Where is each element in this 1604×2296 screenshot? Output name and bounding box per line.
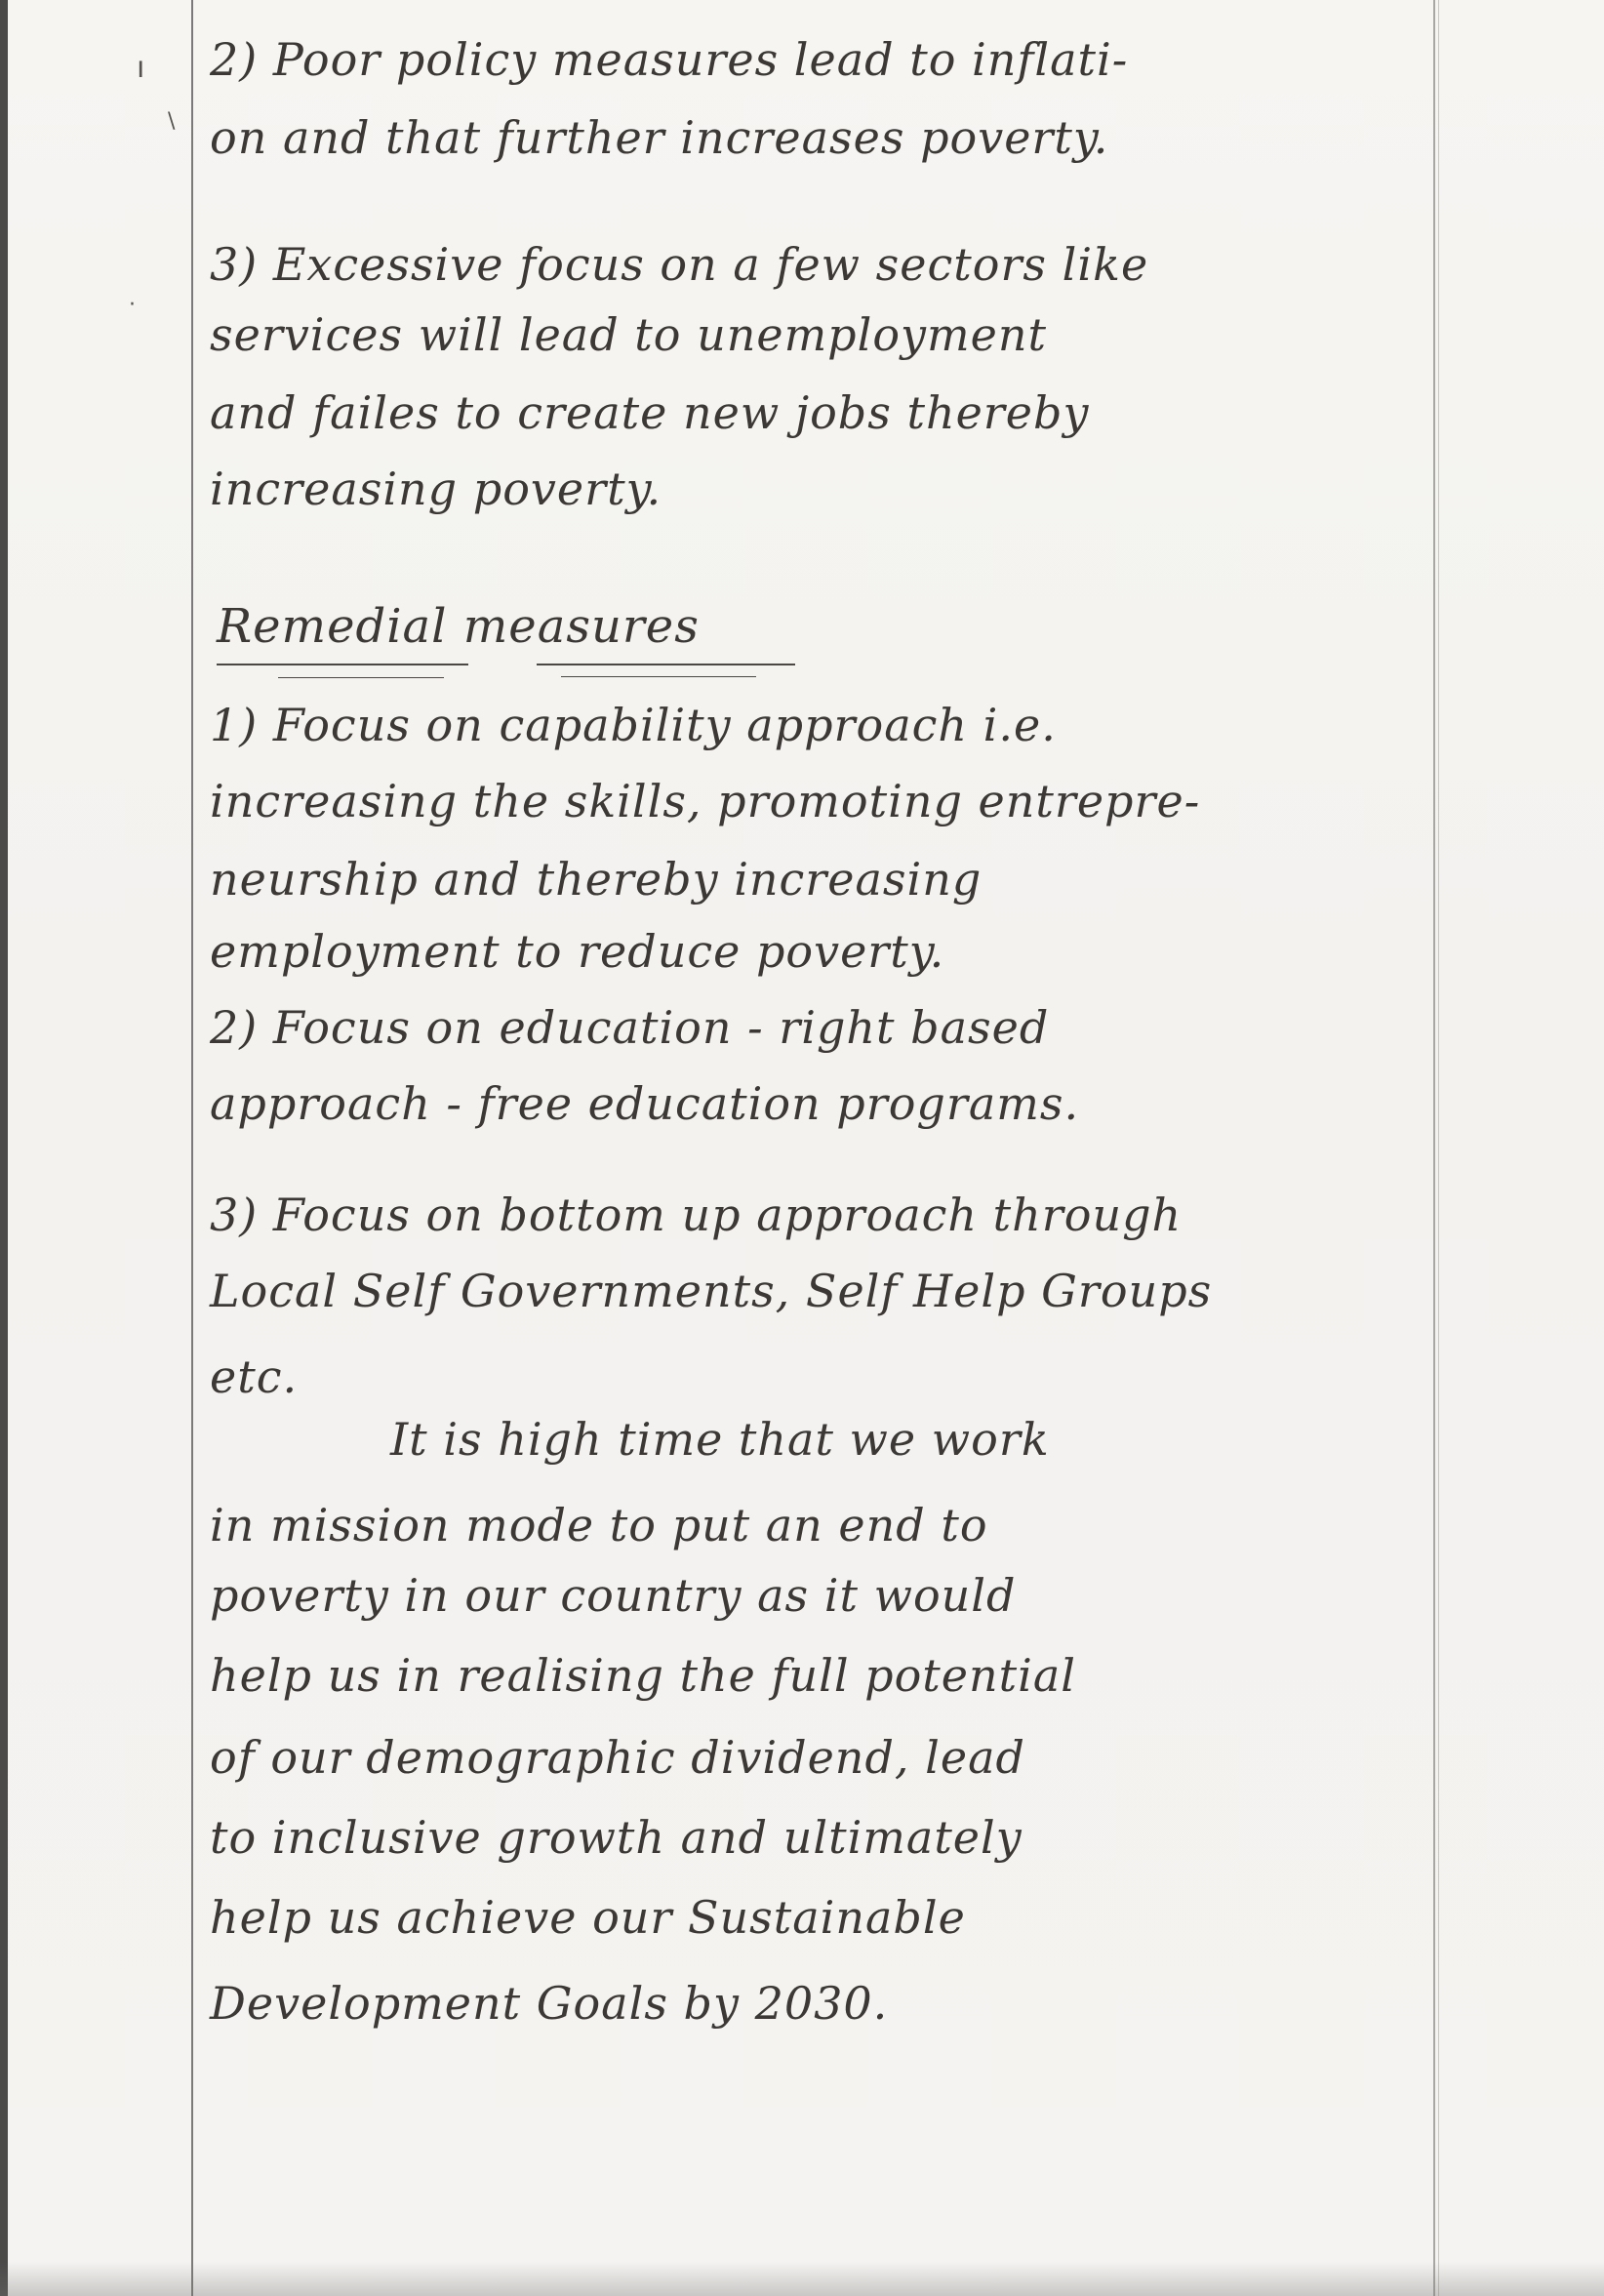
handwritten-line: to inclusive growth and ultimately bbox=[210, 1811, 1023, 1864]
handwritten-line: help us achieve our Sustainable bbox=[210, 1891, 966, 1944]
handwritten-line: Development Goals by 2030. bbox=[210, 1977, 889, 2030]
heading-underline bbox=[537, 664, 795, 665]
page-bottom-shadow bbox=[0, 2262, 1604, 2296]
handwritten-line: Local Self Governments, Self Help Groups bbox=[210, 1265, 1213, 1317]
page-left-edge bbox=[0, 0, 8, 2296]
handwritten-line: services will lead to unemployment bbox=[210, 308, 1047, 361]
handwritten-line: approach - free education programs. bbox=[210, 1077, 1080, 1130]
handwritten-line: neurship and thereby increasing bbox=[210, 853, 982, 906]
handwritten-line: employment to reduce poverty. bbox=[210, 925, 945, 978]
right-margin-line bbox=[1433, 0, 1435, 2296]
handwritten-line: 3) Excessive focus on a few sectors like bbox=[210, 238, 1149, 291]
handwritten-line: 3) Focus on bottom up approach through bbox=[210, 1188, 1183, 1241]
margin-dot-mark: · bbox=[129, 293, 136, 317]
heading-underline bbox=[217, 664, 468, 665]
handwritten-line: on and that further increases poverty. bbox=[210, 111, 1109, 164]
handwritten-line: and failes to create new jobs thereby bbox=[210, 386, 1090, 439]
handwritten-line: 2) Poor policy measures lead to inflati- bbox=[210, 33, 1129, 86]
handwritten-line: increasing poverty. bbox=[210, 463, 662, 515]
handwritten-line: poverty in our country as it would bbox=[210, 1569, 1017, 1622]
heading-underline bbox=[278, 677, 444, 678]
handwritten-line: 2) Focus on education - right based bbox=[210, 1001, 1050, 1054]
margin-stroke-mark: \ bbox=[168, 109, 176, 134]
margin-stroke-mark: ı bbox=[137, 51, 145, 85]
handwritten-line: of our demographic dividend, lead bbox=[210, 1731, 1025, 1784]
heading-underline bbox=[561, 676, 756, 677]
section-heading: Remedial measures bbox=[217, 599, 700, 654]
left-margin-line bbox=[191, 0, 193, 2296]
handwritten-line: It is high time that we work bbox=[390, 1413, 1050, 1466]
right-margin-line-faint bbox=[1438, 0, 1439, 2296]
handwritten-line: etc. bbox=[210, 1350, 299, 1403]
handwritten-line: help us in realising the full potential bbox=[210, 1649, 1076, 1702]
handwritten-line: in mission mode to put an end to bbox=[210, 1499, 988, 1551]
handwritten-line: 1) Focus on capability approach i.e. bbox=[210, 699, 1057, 751]
handwritten-line: increasing the skills, promoting entrepre- bbox=[210, 775, 1201, 827]
